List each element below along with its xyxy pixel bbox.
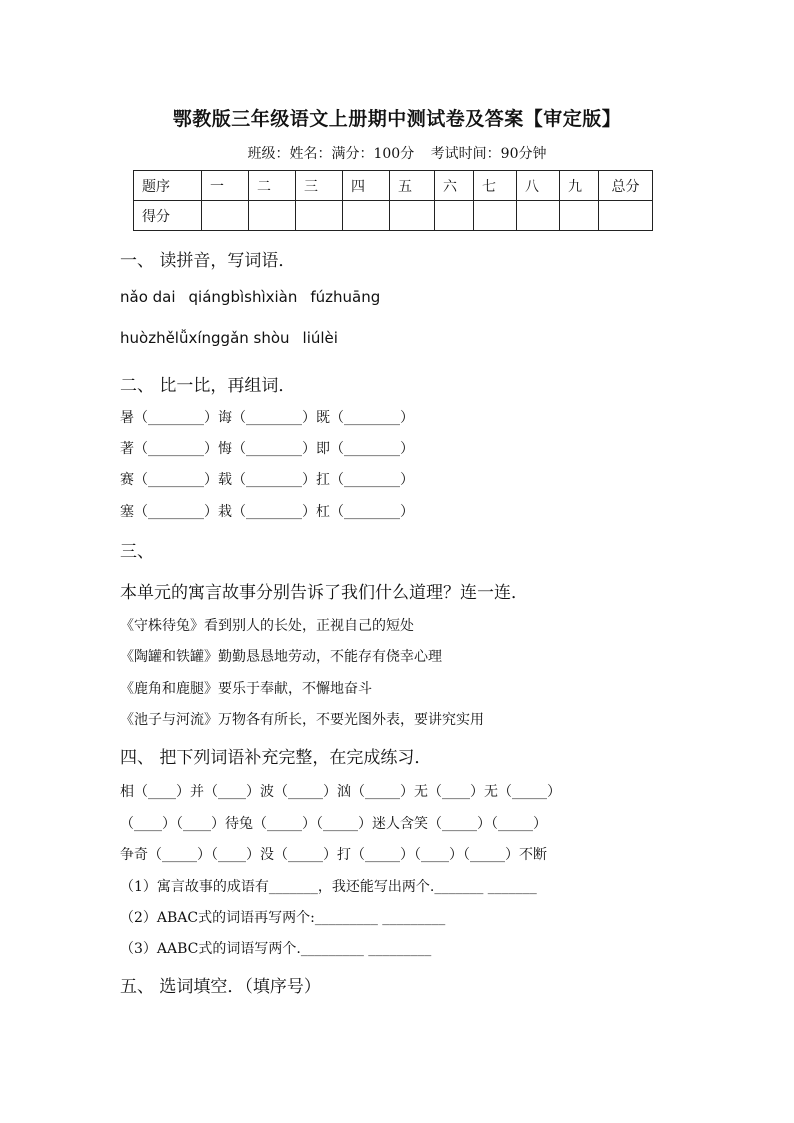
fable-item: 《陶罐和铁罐》勤勤恳恳地劳动，不能存有侥幸心理 xyxy=(120,649,442,665)
time-info: 考试时间：90分钟 xyxy=(430,146,547,162)
score-cell[interactable] xyxy=(343,201,390,231)
class-info: 班级：姓名：满分：100分 xyxy=(247,146,415,162)
pinyin-word: fúzhuāng xyxy=(310,288,381,306)
header-cell: 二 xyxy=(249,171,296,201)
section-3-question: 本单元的寓言故事分别告诉了我们什么道理？连一连． xyxy=(120,583,528,603)
score-cell[interactable] xyxy=(560,201,599,231)
score-table-header-row xyxy=(134,171,653,201)
score-table xyxy=(133,170,653,231)
score-cell[interactable] xyxy=(202,201,249,231)
idiom-row: （____）（____）待兔（_____）（_____）迷人含笑（_____）（_____） xyxy=(120,816,547,832)
compare-row: 塞（________）栽（________）杠（________） xyxy=(120,504,414,520)
header-cell: 九 xyxy=(560,171,599,201)
section-2-heading: 二、 比一比，再组词． xyxy=(120,376,296,396)
pinyin-line-1 xyxy=(120,288,393,306)
pinyin-word: nǎo dai xyxy=(120,288,176,306)
sub-question: （2）ABAC式的词语再写两个:_________ _________ xyxy=(120,910,446,926)
section-3-heading: 三、 xyxy=(120,542,154,562)
fable-item: 《池子与河流》万物各有所长，不要光图外表，要讲究实用 xyxy=(120,712,484,728)
score-cell[interactable] xyxy=(390,201,435,231)
page-title: 鄂教版三年级语文上册期中测试卷及答案【审定版】 xyxy=(172,108,622,130)
score-cell[interactable] xyxy=(296,201,343,231)
section-4-heading: 四、 把下列词语补充完整，在完成练习． xyxy=(120,748,432,768)
fable-item: 《守株待兔》看到别人的长处，正视自己的短处 xyxy=(120,618,414,634)
pinyin-word: huòzhělǚxínggǎn shòu xyxy=(120,329,290,347)
section-1-heading: 一、 读拼音，写词语． xyxy=(120,251,296,271)
header-cell: 六 xyxy=(435,171,474,201)
score-cell[interactable] xyxy=(435,201,474,231)
score-cell[interactable] xyxy=(517,201,560,231)
sub-question: （3）AABC式的词语写两个._________ _________ xyxy=(120,941,432,957)
row-label: 得分 xyxy=(134,201,202,231)
header-cell: 一 xyxy=(202,171,249,201)
score-cell[interactable] xyxy=(249,201,296,231)
compare-row: 赛（________）载（________）扛（________） xyxy=(120,472,414,488)
score-cell[interactable] xyxy=(474,201,517,231)
header-cell: 题序 xyxy=(134,171,202,201)
header-cell: 七 xyxy=(474,171,517,201)
score-table-row xyxy=(134,201,653,231)
section-5-heading: 五、 选词填空．（填序号） xyxy=(120,977,321,997)
idiom-row: 相（____）并（____）波（_____）汹（_____）无（____）无（_____） xyxy=(120,784,561,800)
fable-item: 《鹿角和鹿腿》要乐于奉献，不懈地奋斗 xyxy=(120,681,372,697)
exam-info xyxy=(0,143,794,163)
pinyin-word: liúlèi xyxy=(302,329,338,347)
score-cell[interactable] xyxy=(599,201,653,231)
header-cell: 八 xyxy=(517,171,560,201)
header-cell: 三 xyxy=(296,171,343,201)
header-cell: 四 xyxy=(343,171,390,201)
pinyin-line-2 xyxy=(120,329,351,347)
header-cell: 五 xyxy=(390,171,435,201)
sub-question: （1）寓言故事的成语有_______，我还能写出两个._______ _______ xyxy=(120,879,537,895)
compare-row: 暑（________）诲（________）既（________） xyxy=(120,410,414,426)
header-cell: 总分 xyxy=(599,171,653,201)
pinyin-word: qiángbìshìxiàn xyxy=(188,288,298,306)
idiom-row: 争奇（_____）（____）没（_____）打（_____）（____）（_____）不断 xyxy=(120,847,547,863)
compare-row: 著（________）悔（________）即（________） xyxy=(120,441,414,457)
